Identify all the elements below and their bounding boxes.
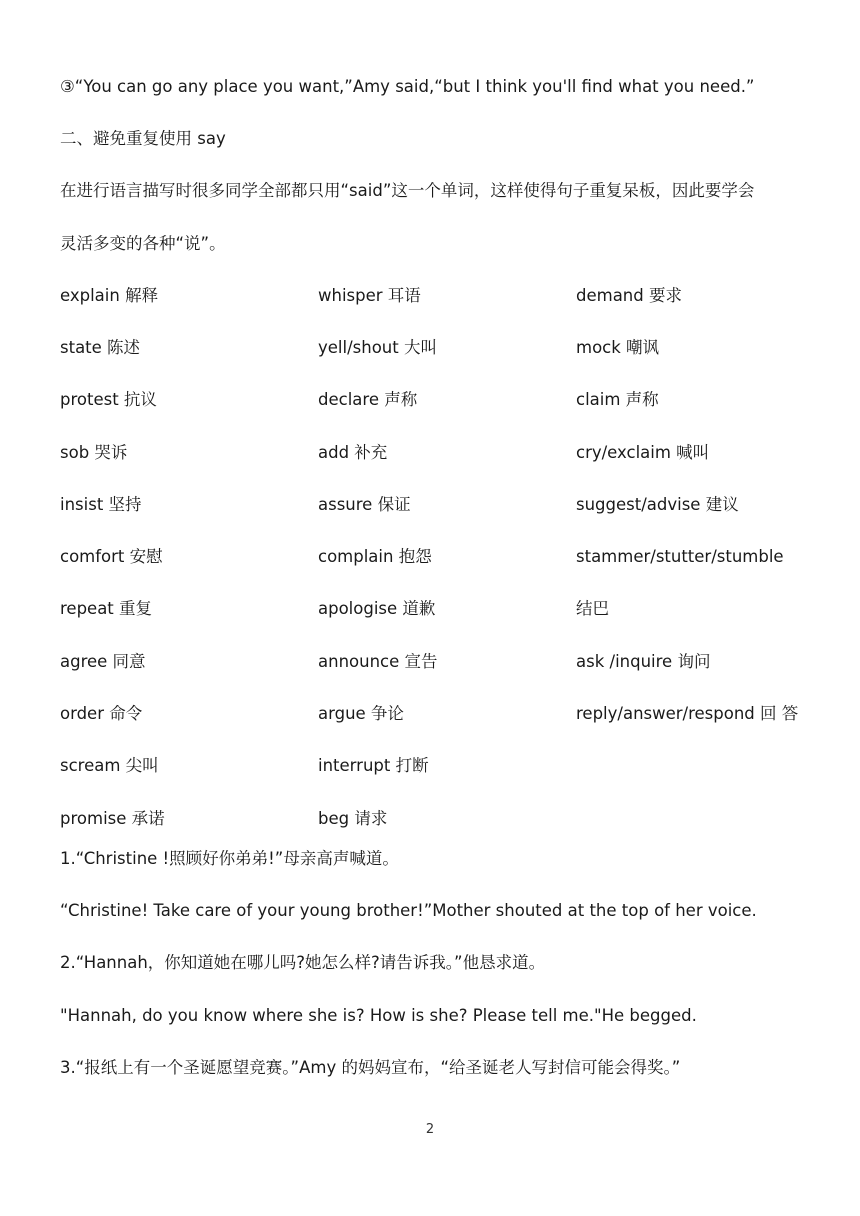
example-2-english: "Hannah, do you know where she is? How is she? Please tell me."He begged.	[60, 1006, 697, 1025]
vocab-row	[60, 285, 820, 307]
vocab-entry: suggest/advise 建议	[576, 495, 739, 514]
vocab-entry: insist 坚持	[60, 495, 142, 514]
vocab-entry: announce 宣告	[318, 652, 438, 671]
vocab-entry: apologise 道歉	[318, 599, 436, 618]
vocab-row	[60, 337, 820, 359]
vocab-row	[60, 546, 820, 568]
vocab-row	[60, 651, 820, 673]
vocab-entry: complain 抱怨	[318, 547, 432, 566]
vocab-entry: explain 解释	[60, 286, 159, 305]
vocab-entry: declare 声称	[318, 390, 418, 409]
vocab-entry: demand 要求	[576, 286, 682, 305]
vocab-row	[60, 389, 820, 411]
vocab-entry: whisper 耳语	[318, 286, 421, 305]
vocab-row	[60, 808, 820, 830]
example-2-chinese: 2.“Hannah，你知道她在哪儿吗?她怎么样?请告诉我。”他恳求道。	[60, 953, 546, 972]
example-1-english: “Christine! Take care of your young brother!”Mother shouted at the top of her voice.	[60, 901, 757, 920]
vocab-entry: comfort 安慰	[60, 547, 163, 566]
section-heading: 二、避免重复使用 say	[60, 129, 226, 148]
vocab-entry: 结巴	[576, 599, 609, 618]
paragraph-line-1: 在进行语言描写时很多同学全部都只用“said”这一个单词，这样使得句子重复呆板，因此要学会	[60, 181, 755, 200]
example-3-chinese: 3.“报纸上有一个圣诞愿望竞赛。”Amy 的妈妈宣布，“给圣诞老人写封信可能会得奖。”	[60, 1058, 681, 1077]
vocab-row	[60, 703, 820, 725]
intro-sentence: ③“You can go any place you want,”Amy said,“but I think you'll find what you need.”	[60, 77, 755, 96]
vocab-row	[60, 755, 820, 777]
vocab-entry: add 补充	[318, 443, 388, 462]
vocab-entry: assure 保证	[318, 495, 411, 514]
vocab-entry: protest 抗议	[60, 390, 157, 409]
vocab-entry: repeat 重复	[60, 599, 153, 618]
vocab-row	[60, 598, 820, 620]
example-1-chinese: 1.“Christine !照顾好你弟弟!”母亲高声喊道。	[60, 849, 399, 868]
vocab-entry: sob 哭诉	[60, 443, 128, 462]
vocab-entry: claim 声称	[576, 390, 659, 409]
vocab-row	[60, 442, 820, 464]
vocab-entry: order 命令	[60, 704, 143, 723]
vocab-entry: cry/exclaim 喊叫	[576, 443, 710, 462]
vocab-entry: reply/answer/respond 回 答	[576, 704, 799, 723]
document-page	[60, 0, 820, 1216]
vocab-entry: beg 请求	[318, 809, 388, 828]
paragraph-line-2: 灵活多变的各种“说”。	[60, 234, 226, 253]
vocab-row	[60, 494, 820, 516]
vocab-entry: yell/shout 大叫	[318, 338, 437, 357]
vocab-entry: agree 同意	[60, 652, 146, 671]
vocab-entry: stammer/stutter/stumble	[576, 547, 784, 566]
vocab-entry: interrupt 打断	[318, 756, 429, 775]
vocab-entry: mock 嘲讽	[576, 338, 660, 357]
vocab-entry: promise 承诺	[60, 809, 165, 828]
vocab-entry: ask /inquire 询问	[576, 652, 711, 671]
vocab-entry: state 陈述	[60, 338, 141, 357]
vocab-entry: argue 争论	[318, 704, 404, 723]
vocab-entry: scream 尖叫	[60, 756, 159, 775]
page-number: 2	[425, 1122, 435, 1137]
